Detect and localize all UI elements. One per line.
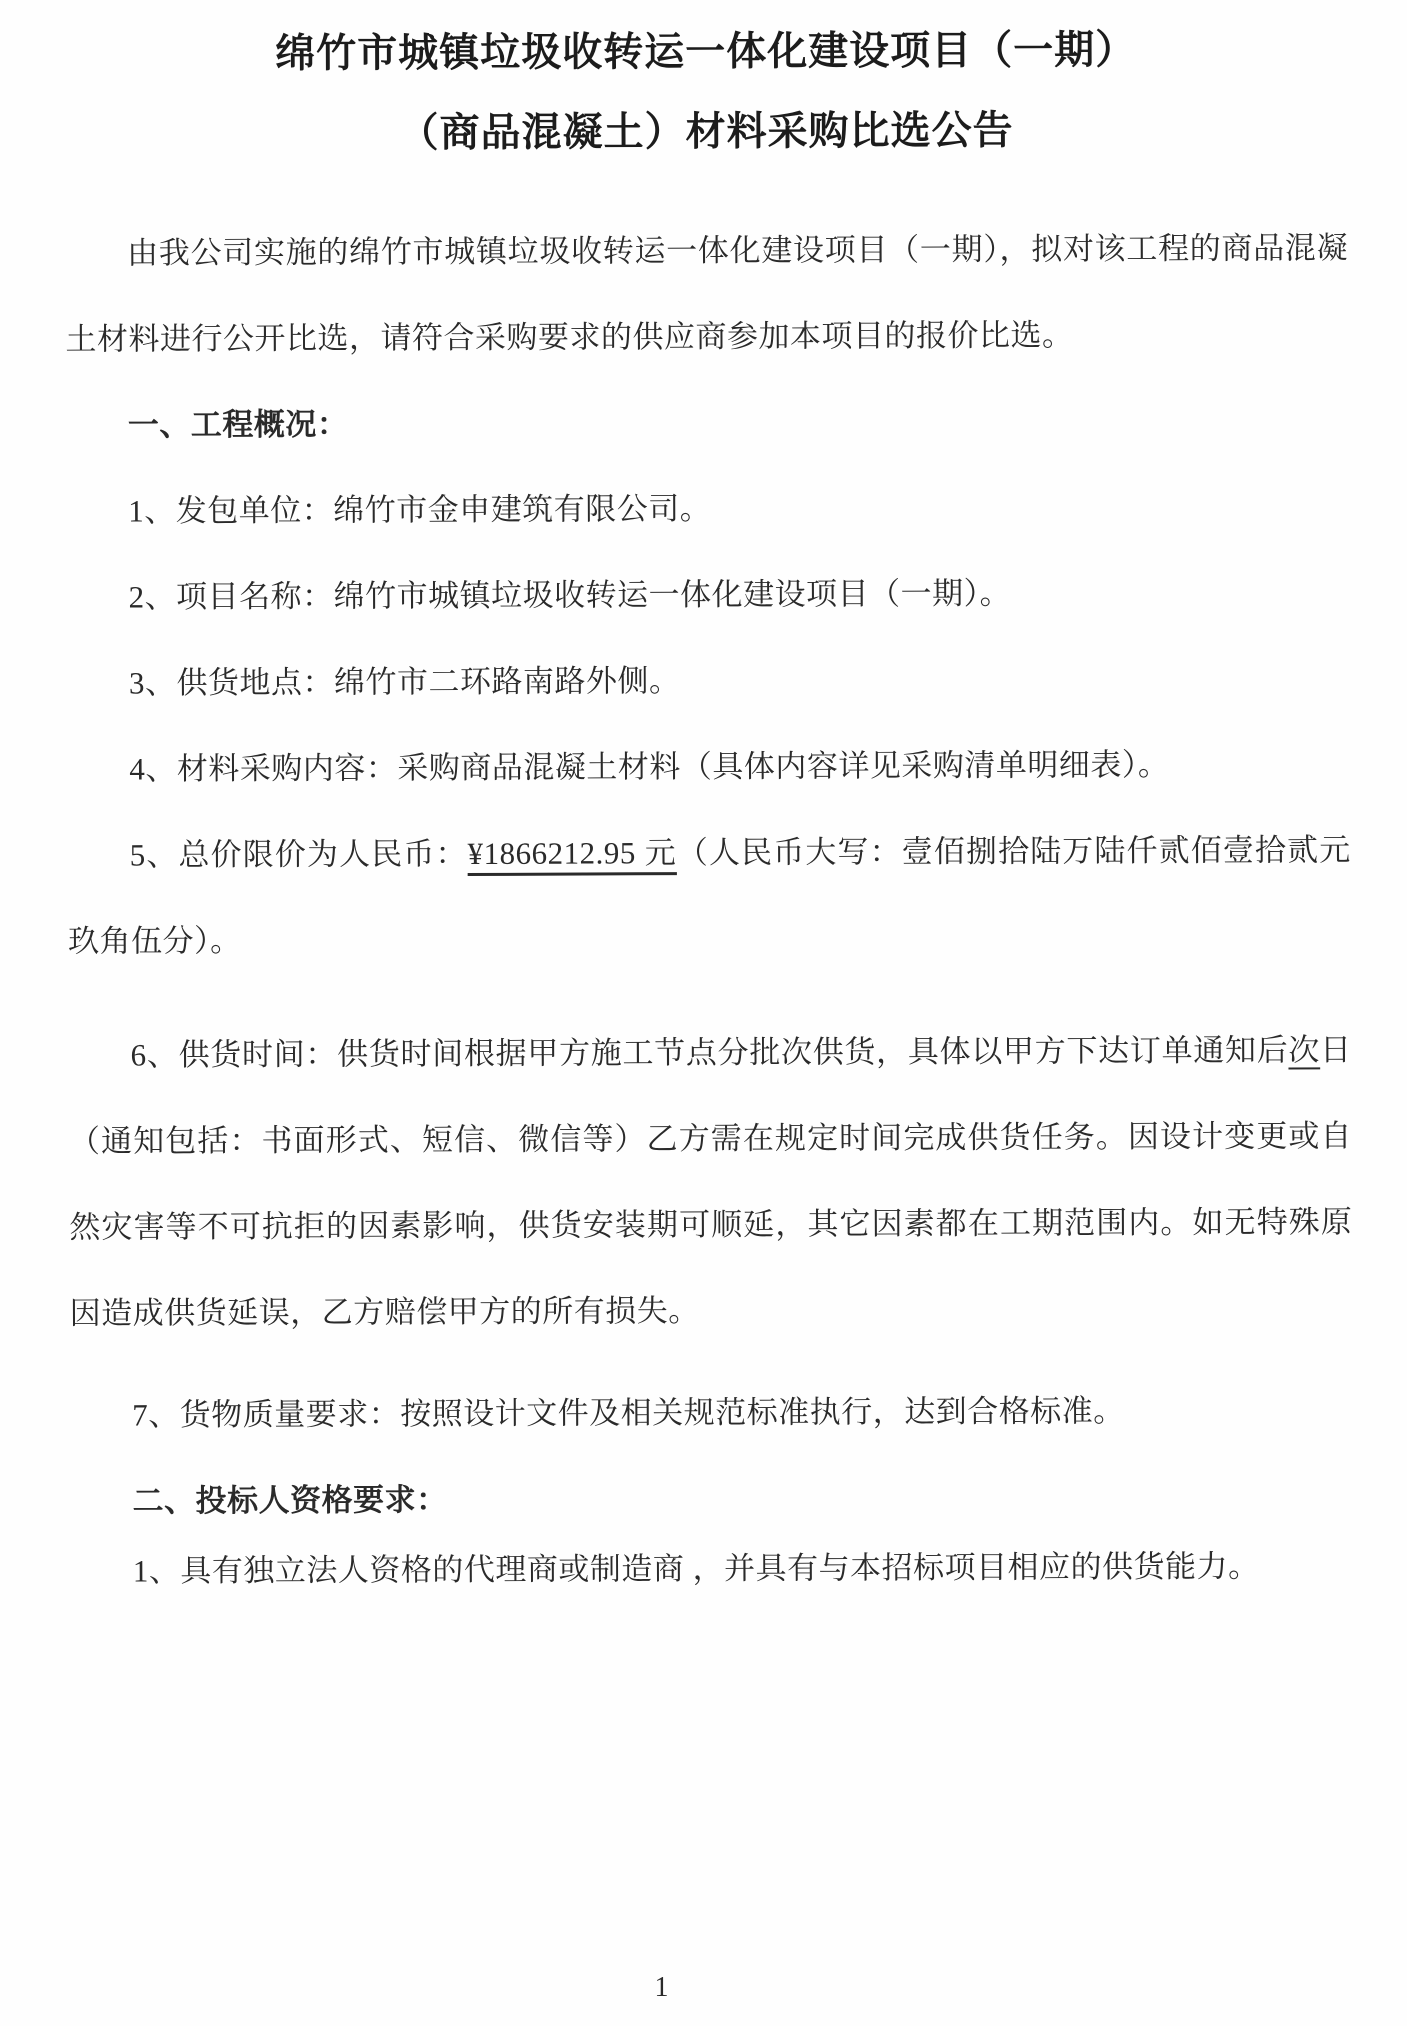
document-title-line2: （商品混凝土）材料采购比选公告 bbox=[398, 107, 1014, 156]
document-title-line1: 绵竹市城镇垃圾收转运一体化建设项目（一期） bbox=[275, 27, 1137, 76]
section1-item-3: 3、供货地点：绵竹市二环路南路外侧。 bbox=[128, 663, 681, 701]
section1-item-6 bbox=[68, 1007, 1352, 1357]
section2-item-1: 1、具有独立法人资格的代理商或制造商 ，并具有与本招标项目相应的供货能力。 bbox=[132, 1548, 1260, 1589]
section1-item-1: 1、发包单位：绵竹市金申建筑有限公司。 bbox=[128, 490, 712, 529]
document-body bbox=[65, 205, 1354, 1615]
item5-price-underlined: ¥1866212.95 元 bbox=[467, 835, 677, 872]
section1-item-5 bbox=[68, 807, 1352, 985]
section1-heading: 一、工程概况： bbox=[127, 406, 349, 443]
item6-suffix-text: 日（通知包括：书面形式、短信、微信等）乙方需在规定时间完成供货任务。因设计变更或自然灾害等不可抗拒的因素影响，供货安装期可顺延，其它因素都在工期范围内。如无特殊原因造成供货延误，乙方赔偿甲方的所有损失。 bbox=[68, 1032, 1353, 1331]
item5-suffix-text: （人民币大写：壹佰捌拾陆万陆仟贰佰壹拾贰元玖角伍分）。 bbox=[68, 832, 1351, 959]
item6-underlined-char: 次 bbox=[1288, 1032, 1321, 1068]
section1-item-2: 2、项目名称：绵竹市城镇垃圾收转运一体化建设项目（一期）。 bbox=[128, 575, 1012, 615]
item6-prefix-text: 6、供货时间：供货时间根据甲方施工节点分批次供货，具体以甲方下达订单通知后 bbox=[130, 1032, 1289, 1073]
intro-paragraph: 由我公司实施的绵竹市城镇垃圾收转运一体化建设项目（一期），拟对该工程的商品混凝土材料进行公开比选，请符合采购要求的供应商参加本项目的报价比选。 bbox=[65, 230, 1349, 357]
page-number: 1 bbox=[654, 1972, 669, 2003]
section2-heading: 二、投标人资格要求： bbox=[132, 1482, 448, 1519]
section1-item-7: 7、货物质量要求：按照设计文件及相关规范标准执行，达到合格标准。 bbox=[132, 1393, 1125, 1433]
section1-item-4: 4、材料采购内容：采购商品混凝土材料（具体内容详见采购清单明细表）。 bbox=[129, 746, 1170, 787]
item5-prefix-text: 5、总价限价为人民币： bbox=[129, 836, 468, 873]
